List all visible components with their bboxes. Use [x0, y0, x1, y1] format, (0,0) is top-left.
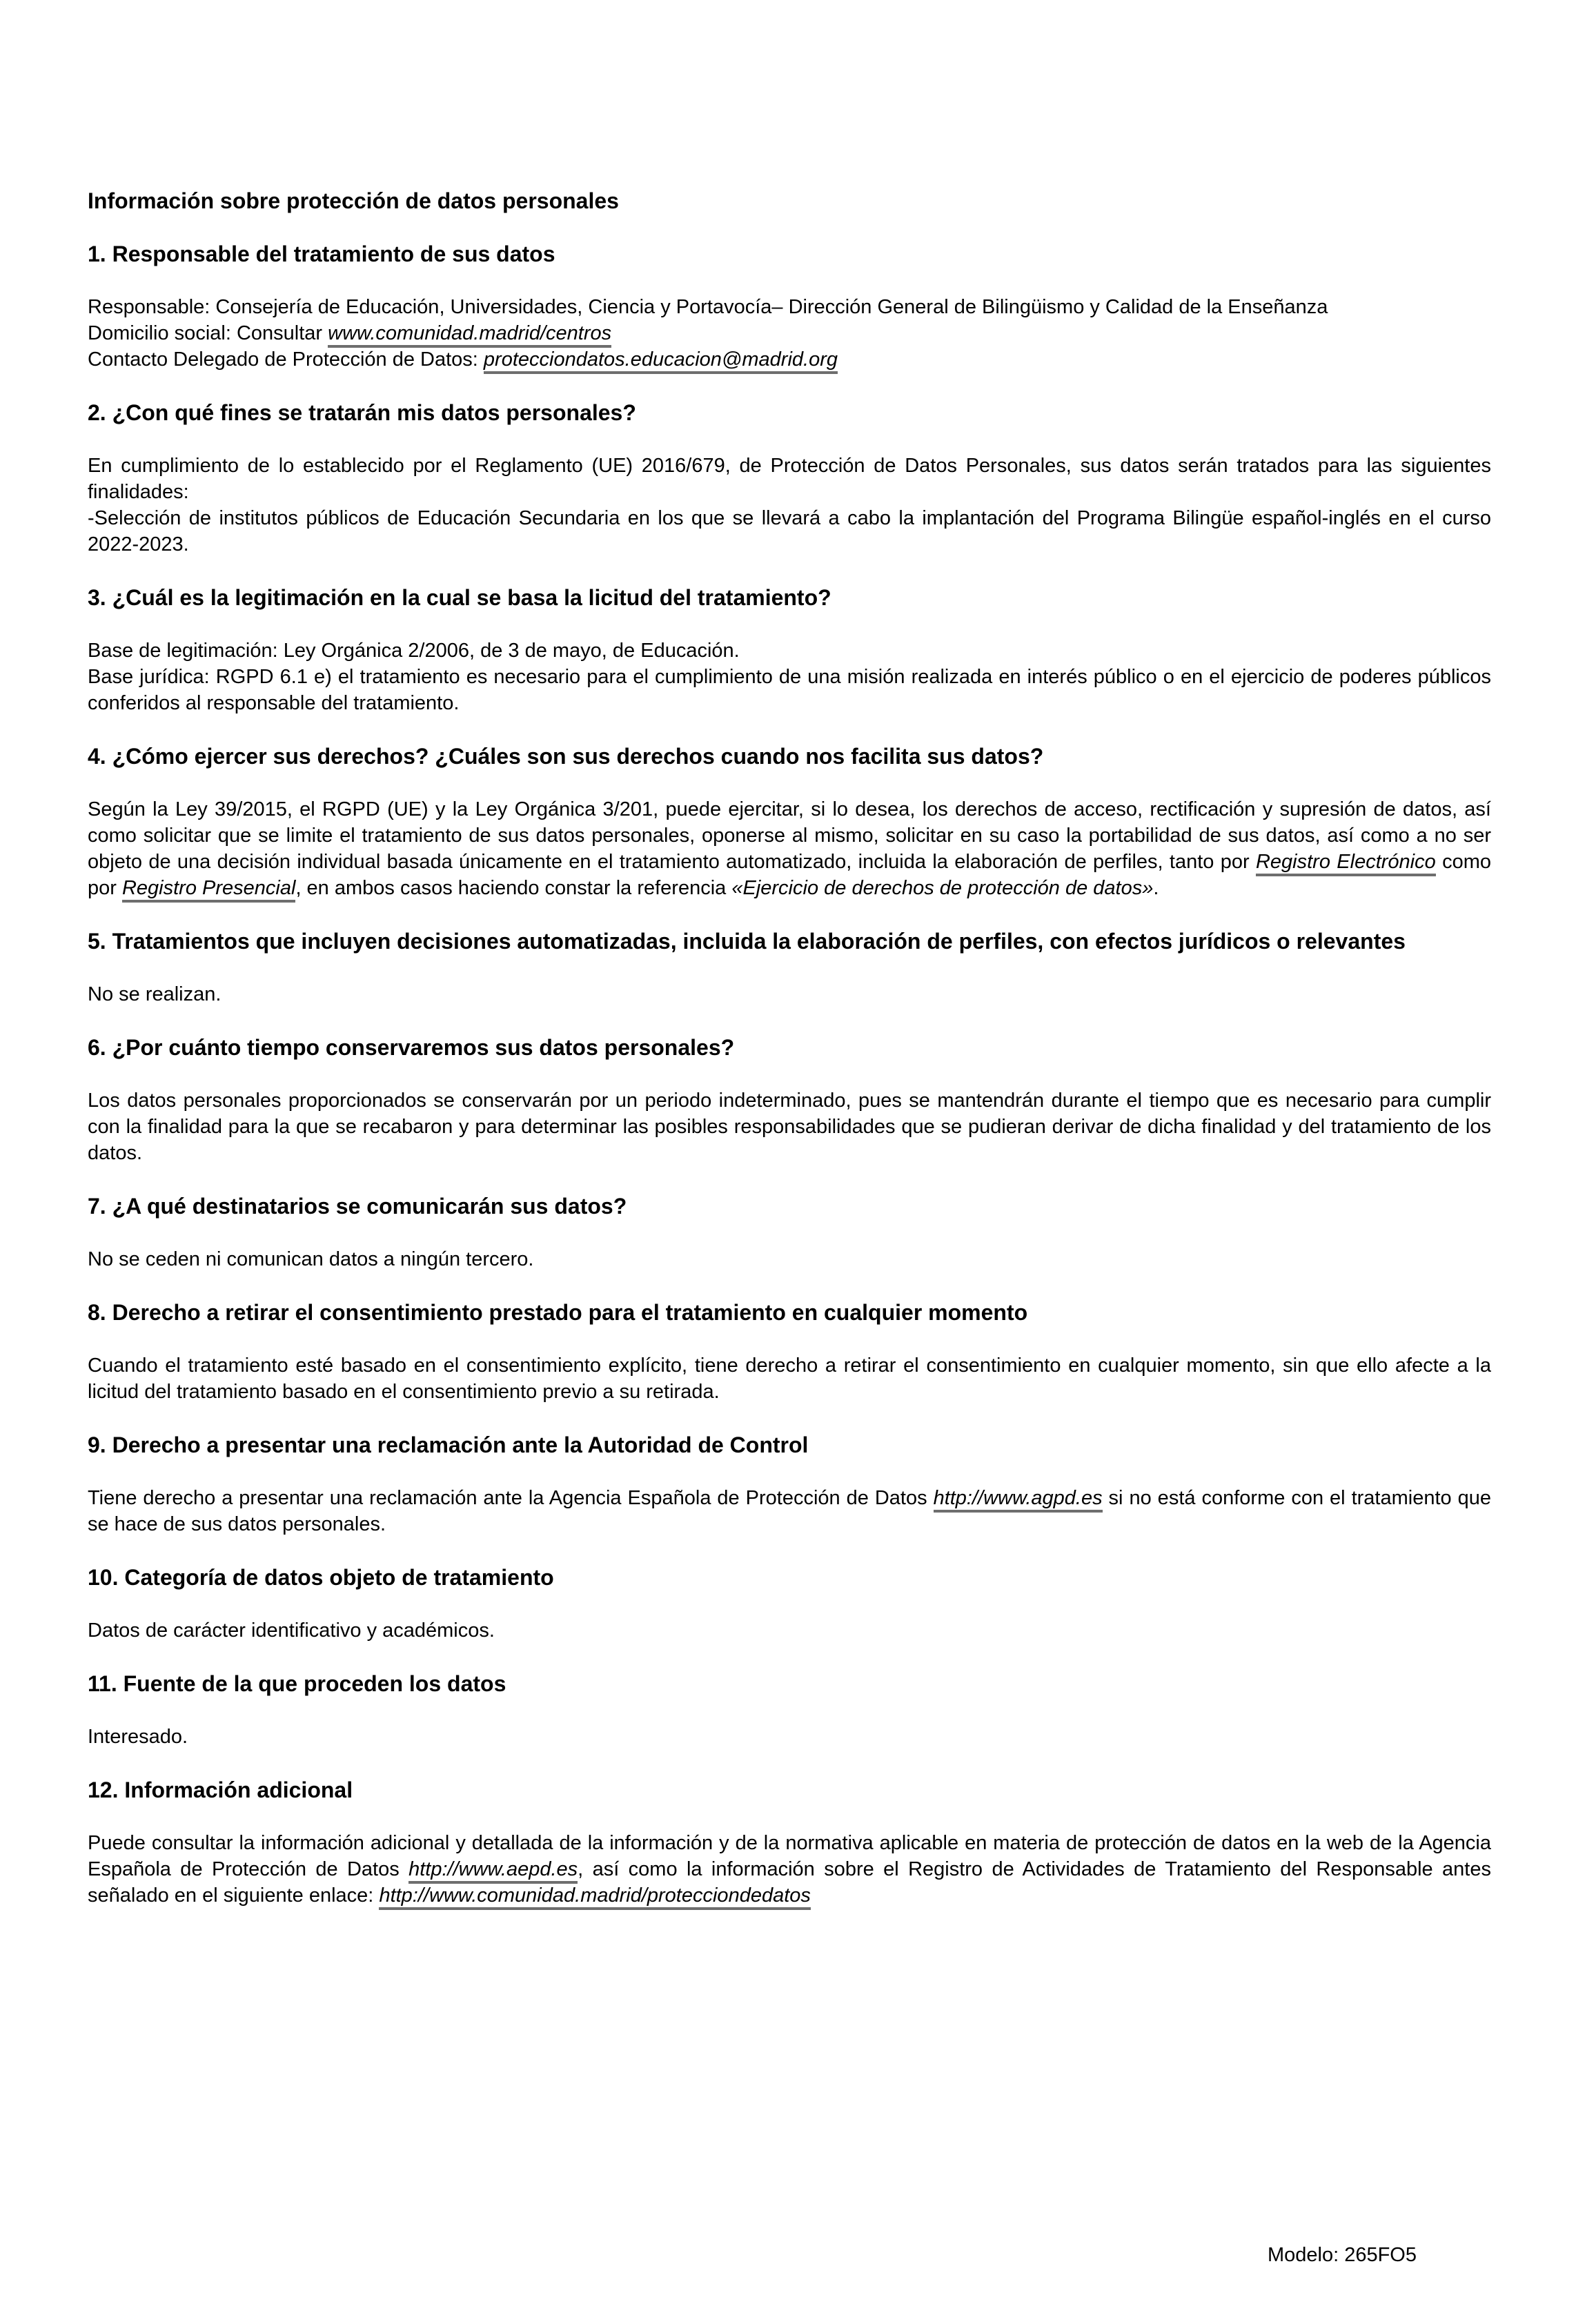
- text: Tiene derecho a presentar una reclamación ante la Agencia Española de Protección de Datos: [88, 1487, 934, 1509]
- document-section: [88, 584, 1491, 716]
- document-section: [88, 1034, 1491, 1166]
- paragraph: [88, 1087, 1491, 1166]
- text: Base jurídica: RGPD 6.1 e) el tratamiento es necesario para el cumplimiento de una misión realizada en interés público o en el ejercicio de poderes públicos conferidos al responsable del tratamiento.: [88, 666, 1491, 714]
- italic-text: «Ejercicio de derechos de protección de datos»: [731, 877, 1154, 899]
- section-heading: 3. ¿Cuál es la legitimación en la cual se basa la licitud del tratamiento?: [88, 585, 831, 610]
- section-heading: 12. Información adicional: [88, 1778, 353, 1802]
- link[interactable]: http://www.aepd.es: [408, 1858, 578, 1884]
- document-section: [88, 1671, 1491, 1750]
- section-heading: 11. Fuente de la que proceden los datos: [88, 1671, 506, 1696]
- document-section: [88, 1564, 1491, 1644]
- paragraph: [88, 664, 1491, 716]
- text: como por: [88, 851, 1491, 899]
- document-title: Información sobre protección de datos personales: [88, 188, 619, 213]
- text: Cuando el tratamiento esté basado en el consentimiento explícito, tiene derecho a retirar el consentimiento en cualquier momento, sin que ello afecte a la licitud del tratamiento basado en el consentimiento previo a su retirada.: [88, 1355, 1491, 1403]
- document-sections: [88, 241, 1491, 1909]
- paragraph: [88, 1830, 1491, 1909]
- document-section: [88, 1299, 1491, 1405]
- link[interactable]: Registro Presencial: [122, 877, 295, 903]
- text: -Selección de institutos públicos de Educación Secundaria en los que se llevará a cabo la implantación del Programa Bilingüe español-inglés en el curso 2022-2023.: [88, 507, 1491, 555]
- document-section: [88, 241, 1491, 373]
- section-heading: 8. Derecho a retirar el consentimiento prestado para el tratamiento en cualquier momento: [88, 1300, 1028, 1325]
- document-section: [88, 928, 1491, 1007]
- paragraph: [88, 981, 1491, 1007]
- text: Puede consultar la información adicional y detallada de la información y de la normativa aplicable en materia de protección de datos en la web de la Agencia Española de Protección de Datos: [88, 1832, 1491, 1880]
- document-section: [88, 743, 1491, 901]
- section-heading: 5. Tratamientos que incluyen decisiones automatizadas, incluida la elaboración de perfiles, con efectos jurídicos o relevantes: [88, 929, 1406, 954]
- document-content: [88, 188, 1491, 1936]
- section-heading: 2. ¿Con qué fines se tratarán mis datos personales?: [88, 400, 636, 425]
- text: Según la Ley 39/2015, el RGPD (UE) y la Ley Orgánica 3/201, puede ejercitar, si lo desea, los derechos de acceso, rectificación y supresión de datos, así como solicitar que se limite el tratamiento de sus datos personales, oponerse al mismo, solicitar en su caso la portabilidad de sus datos, así como a no ser objeto de una decisión individual basada únicamente en el tratamiento automatizado, incluida la elaboración de perfiles, tanto por: [88, 798, 1491, 873]
- paragraph: [88, 638, 1491, 664]
- text: Domicilio social: Consultar: [88, 322, 328, 344]
- text: Interesado.: [88, 1726, 188, 1748]
- paragraph: [88, 796, 1491, 901]
- text: Los datos personales proporcionados se conservarán por un periodo indeterminado, pues se mantendrán durante el tiempo que es necesario para cumplir con la finalidad para la que se recabaron y para determinar las posibles responsabilidades que se pudieran derivar de dicha finalidad y del tratamiento de los datos.: [88, 1090, 1491, 1164]
- section-heading: 4. ¿Cómo ejercer sus derechos? ¿Cuáles son sus derechos cuando nos facilita sus datos?: [88, 744, 1044, 769]
- section-heading: 6. ¿Por cuánto tiempo conservaremos sus datos personales?: [88, 1035, 735, 1060]
- paragraph: [88, 1485, 1491, 1537]
- link[interactable]: www.comunidad.madrid/centros: [328, 322, 611, 348]
- paragraph: [88, 346, 1491, 373]
- document-section: [88, 400, 1491, 558]
- section-heading: 10. Categoría de datos objeto de tratamiento: [88, 1565, 554, 1590]
- text: Base de legitimación: Ley Orgánica 2/2006, de 3 de mayo, de Educación.: [88, 640, 740, 662]
- document-section: [88, 1432, 1491, 1537]
- model-number: Modelo: 265FO5: [1267, 2244, 1417, 2266]
- paragraph: [88, 505, 1491, 558]
- document-section: [88, 1777, 1491, 1909]
- paragraph: [88, 453, 1491, 505]
- text: Datos de carácter identificativo y académicos.: [88, 1619, 495, 1642]
- paragraph: [88, 320, 1491, 346]
- text: si no está conforme con el tratamiento que se hace de sus datos personales.: [88, 1487, 1491, 1535]
- section-heading: 9. Derecho a presentar una reclamación ante la Autoridad de Control: [88, 1432, 809, 1457]
- paragraph: [88, 294, 1491, 320]
- text: No se realizan.: [88, 983, 221, 1005]
- paragraph: [88, 1617, 1491, 1644]
- section-heading: 1. Responsable del tratamiento de sus datos: [88, 242, 555, 266]
- link[interactable]: http://www.agpd.es: [934, 1487, 1103, 1513]
- text: Responsable: Consejería de Educación, Universidades, Ciencia y Portavocía– Dirección General de Bilingüismo y Calidad de la Enseñanza: [88, 296, 1328, 318]
- text: .: [1153, 877, 1159, 899]
- text: Contacto Delegado de Protección de Datos:: [88, 348, 484, 371]
- paragraph: [88, 1246, 1491, 1272]
- link[interactable]: Registro Electrónico: [1256, 851, 1436, 876]
- paragraph: [88, 1352, 1491, 1405]
- text: , en ambos casos haciendo constar la referencia: [295, 877, 732, 899]
- paragraph: [88, 1724, 1491, 1750]
- text: En cumplimiento de lo establecido por el Reglamento (UE) 2016/679, de Protección de Datos Personales, sus datos serán tratados para las siguientes finalidades:: [88, 455, 1491, 503]
- text: No se ceden ni comunican datos a ningún tercero.: [88, 1248, 534, 1270]
- text: , así como la información sobre el Registro de Actividades de Tratamiento del Responsable antes señalado en el siguiente enlace:: [88, 1858, 1491, 1907]
- section-heading: 7. ¿A qué destinatarios se comunicarán sus datos?: [88, 1194, 627, 1219]
- document-section: [88, 1193, 1491, 1272]
- link[interactable]: protecciondatos.educacion@madrid.org: [484, 348, 838, 374]
- link[interactable]: http://www.comunidad.madrid/protecciondedatos: [379, 1884, 810, 1910]
